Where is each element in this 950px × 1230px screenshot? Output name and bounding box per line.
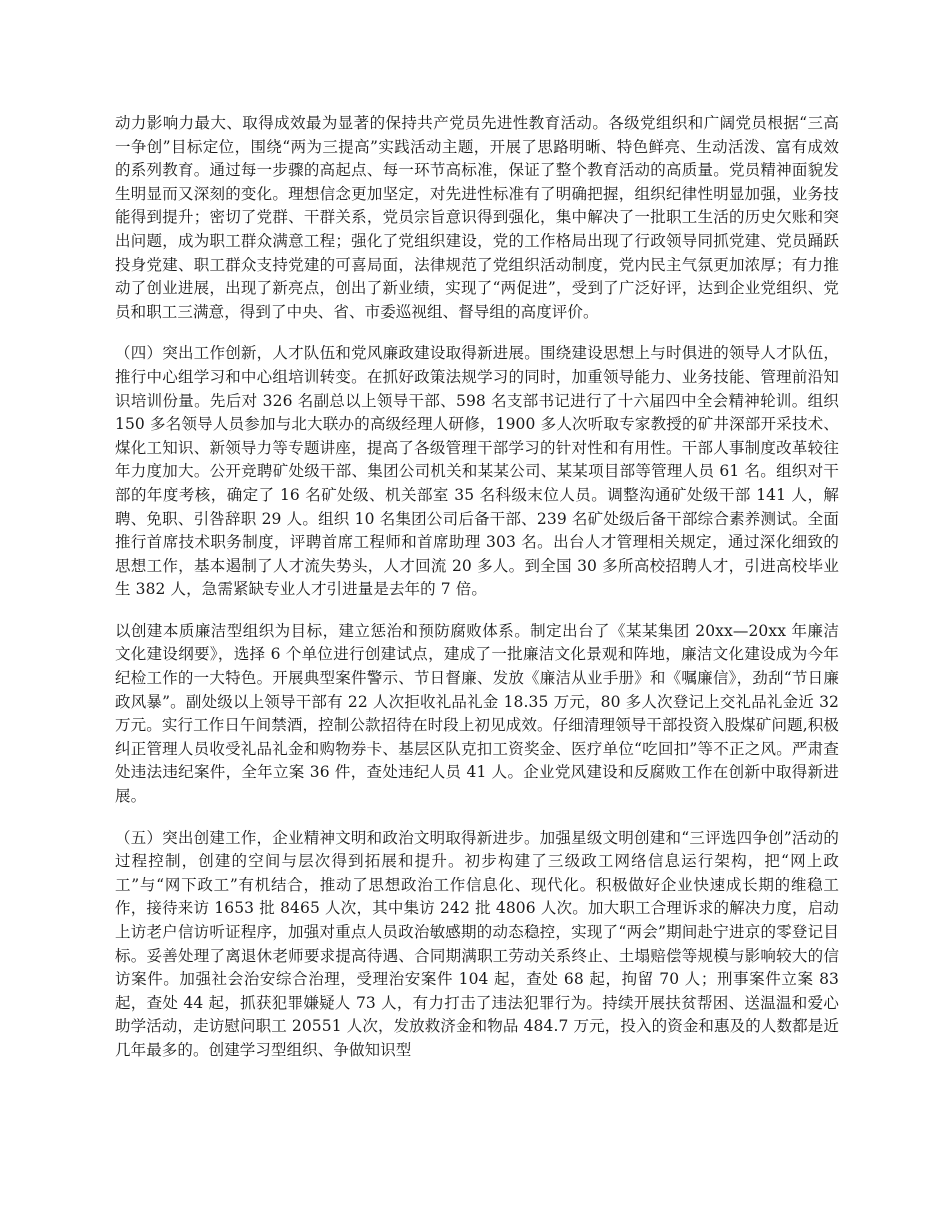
paragraph-civilization: （五）突出创建工作，企业精神文明和政治文明取得新进步。加强星级文明创建和“三评选四争创”活动的过程控制，创建的空间与层次得到拓展和提升。初步构建了三级政工网络信息运行架构，把“网上政工”与“网下政工”有机结合，推动了思想政治工作信息化、现代化。积极做好企业快速成长期的维稳工作，接待来访 1653 批 8465 人次，其中集访 242 批 4806 人次。加大职工合理诉求的解决力度，启动上访老户信访听证程序，加强对重点人员政治敏感期的动态稳控，实现了“两会”期间赴宁进京的零登记目标。妥善处理了离退休老师要求提高待遇、合同期满职工劳动关系终止、土塌赔偿等规模与影响较大的信访案件。加强社会治安综合治理，受理治安案件 104 起，查处 68 起，拘留 70 人；刑事案件立案 83 起，查处 44 起，抓获犯罪嫌疑人 73 人，有力打击了违法犯罪行为。持续开展扶贫帮困、送温温和爱心助学活动，走访慰问职工 20551 人次，发放救济金和物品 484.7 万元，投入的资金和惠及的人数都是近几年最多的。创建学习型组织、争做知识型 [115, 828, 839, 1059]
document-page [115, 112, 839, 1063]
paragraph-anti-corruption: 以创建本质廉洁型组织为目标，建立惩治和预防腐败体系。制定出台了《某某集团 20xx—20xx 年廉洁文化建设纲要》，选择 6 个单位进行创建试点，建成了一批廉洁文化景观和阵地，廉洁文化建设成为今年纪检工作的一大特色。开展典型案件警示、节日督廉、发放《廉洁从业手册》和《嘱廉信》，劲刮“节日廉政风暴”。副处级以上领导干部有 22 人次拒收礼品礼金 18.35 万元，80 多人次登记上交礼品礼金近 32 万元。实行工作日午间禁酒，控制公款招待在时段上初见成效。仔细清理领导干部投资入股煤矿问题,积极纠正管理人员收受礼品礼金和购物券卡、基层区队克扣工资奖金、医疗单位“吃回扣”等不正之风。严肃查处违法违纪案件，全年立案 36 件，查处违纪人员 41 人。企业党风建设和反腐败工作在创新中取得新进展。 [115, 621, 839, 806]
paragraph-party-education: 动力影响力最大、取得成效最为显著的保持共产党员先进性教育活动。各级党组织和广阔党员根据“三高一争创”目标定位，围绕“两为三提高”实践活动主题，开展了思路明晰、特色鲜亮、生动活泼、富有成效的系列教育。通过每一步骤的高起点、每一环节高标准，保证了整个教育活动的高质量。党员精神面貌发生明显而又深刻的变化。理想信念更加坚定，对先进性标准有了明确把握，组织纪律性明显加强，业务技能得到提升；密切了党群、干群关系，党员宗旨意识得到强化，集中解决了一批职工生活的历史欠账和突出问题，成为职工群众满意工程；强化了党组织建设，党的工作格局出现了行政领导同抓党建、党员踊跃投身党建、职工群众支持党建的可喜局面，法律规范了党组织活动制度，党内民主气氛更加浓厚；有力推动了创业进展，出现了新亮点，创出了新业绩，实现了“两促进”，受到了广泛好评，达到企业党组织、党员和职工三满意，得到了中央、省、市委巡视组、督导组的高度评价。 [115, 114, 839, 321]
paragraph-talent-team: （四）突出工作创新，人才队伍和党风廉政建设取得新进展。围绕建设思想上与时俱进的领导人才队伍，推行中心组学习和中心组培训转变。在抓好政策法规学习的同时，加重领导能力、业务技能、管理前沿知识培训份量。先后对 326 名副总以上领导干部、598 名支部书记进行了十六届四中全会精神轮训。组织 150 多名领导人员参加与北大联办的高级经理人研修，1900 多人次听取专家教授的矿井深部开采技术、煤化工知识、新领导力等专题讲座，提高了各级管理干部学习的针对性和有用性。干部人事制度改革较往年力度加大。公开竞聘矿处级干部、集团公司机关和某某公司、某某项目部等管理人员 61 名。组织对干部的年度考核，确定了 16 名矿处级、机关部室 35 名科级末位人员。调整沟通矿处级干部 141 人，解聘、免职、引咎辞职 29 人。组织 10 名集团公司后备干部、239 名矿处级后备干部综合素养测试。全面推行首席技术职务制度，评聘首席工程师和首席助理 303 名。出台人才管理相关规定，通过深化细致的思想工作，基本遏制了人才流失势头，人才回流 20 多人。到全国 30 多所高校招聘人才，引进高校毕业生 382 人，急需紧缺专业人才引进量是去年的 7 倍。 [115, 344, 839, 599]
